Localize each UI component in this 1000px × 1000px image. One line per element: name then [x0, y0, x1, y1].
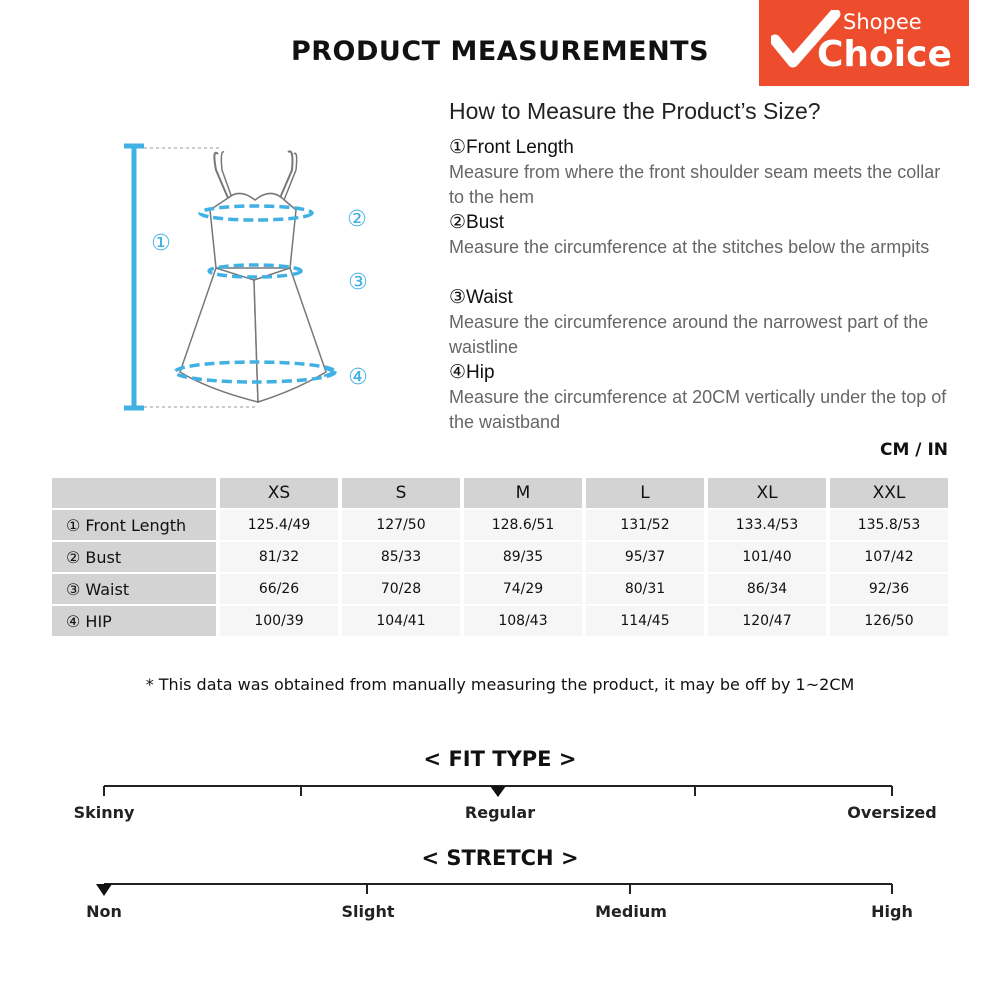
- stretch-title: < STRETCH >: [421, 846, 579, 870]
- marker-bust: ②: [347, 207, 367, 232]
- table-cell: 86/34: [708, 574, 826, 604]
- table-cell: 133.4/53: [708, 510, 826, 540]
- table-row: [52, 510, 948, 540]
- page-title: PRODUCT MEASUREMENTS: [290, 36, 710, 67]
- table-header-row: [52, 478, 948, 508]
- marker-hip: ④: [348, 365, 368, 390]
- garment-diagram: [120, 140, 380, 420]
- table-row: [52, 574, 948, 604]
- table-cell: 126/50: [830, 606, 948, 636]
- badge-choice-text: Choice: [817, 34, 952, 75]
- table-corner-cell: [52, 478, 216, 508]
- table-cell: 70/28: [342, 574, 460, 604]
- measurement-note: * This data was obtained from manually measuring the product, it may be off by 1~2CM: [145, 675, 855, 694]
- table-cell: 104/41: [342, 606, 460, 636]
- hip-description: Measure the circumference at 20CM vertically under the top of the waistband: [449, 387, 947, 432]
- shopee-choice-badge: [759, 0, 969, 86]
- front-length-label: ①Front Length: [449, 137, 574, 158]
- front-length-description: Measure from where the front shoulder seam meets the collar to the hem: [449, 162, 941, 207]
- table-cell: 85/33: [342, 542, 460, 572]
- table-cell: 108/43: [464, 606, 582, 636]
- table-cell: 101/40: [708, 542, 826, 572]
- stretch-selected-pointer-icon: [96, 884, 112, 896]
- stretch-label-medium: Medium: [595, 902, 667, 921]
- table-cell: 135.8/53: [830, 510, 948, 540]
- table-cell: 114/45: [586, 606, 704, 636]
- badge-brand-text: Shopee: [843, 10, 922, 34]
- stretch-label-high: High: [871, 902, 913, 921]
- waist-label: ③Waist: [449, 287, 513, 308]
- table-cell: 100/39: [220, 606, 338, 636]
- fit-type-title: < FIT TYPE >: [423, 747, 577, 771]
- table-cell: 74/29: [464, 574, 582, 604]
- marker-front-length: ①: [151, 231, 171, 256]
- instructions-title: How to Measure the Product’s Size?: [449, 98, 821, 124]
- table-cell: 95/37: [586, 542, 704, 572]
- fit-label-regular: Regular: [464, 803, 536, 822]
- bust-label: ②Bust: [449, 212, 505, 233]
- table-cell: 107/42: [830, 542, 948, 572]
- fit-label-oversized: Oversized: [847, 803, 937, 822]
- table-cell: 128.6/51: [464, 510, 582, 540]
- stretch-label-slight: Slight: [341, 902, 395, 921]
- stretch-scale: [96, 876, 900, 898]
- column-header: XXL: [830, 478, 948, 508]
- table-cell: 125.4/49: [220, 510, 338, 540]
- stretch-label-non: Non: [86, 902, 122, 921]
- table-row: [52, 542, 948, 572]
- table-cell: 81/32: [220, 542, 338, 572]
- marker-waist: ③: [348, 270, 368, 295]
- table-cell: 120/47: [708, 606, 826, 636]
- table-cell: 131/52: [586, 510, 704, 540]
- table-row: [52, 606, 948, 636]
- table-cell: 80/31: [586, 574, 704, 604]
- table-cell: 89/35: [464, 542, 582, 572]
- column-header: M: [464, 478, 582, 508]
- waist-description: Measure the circumference around the narrowest part of the waistline: [449, 312, 929, 357]
- row-label: ① Front Length: [52, 510, 216, 540]
- fit-label-skinny: Skinny: [73, 803, 135, 822]
- bust-description: Measure the circumference at the stitches below the armpits: [449, 237, 930, 257]
- row-label: ④ HIP: [52, 606, 216, 636]
- column-header: XL: [708, 478, 826, 508]
- table-cell: 92/36: [830, 574, 948, 604]
- table-cell: 66/26: [220, 574, 338, 604]
- fit-type-scale: [96, 778, 900, 798]
- column-header: S: [342, 478, 460, 508]
- units-label: CM / IN: [880, 440, 948, 460]
- fit-selected-pointer-icon: [490, 786, 506, 797]
- size-table: [48, 476, 952, 638]
- hip-label: ④Hip: [449, 362, 495, 383]
- column-header: L: [586, 478, 704, 508]
- row-label: ③ Waist: [52, 574, 216, 604]
- table-cell: 127/50: [342, 510, 460, 540]
- column-header: XS: [220, 478, 338, 508]
- row-label: ② Bust: [52, 542, 216, 572]
